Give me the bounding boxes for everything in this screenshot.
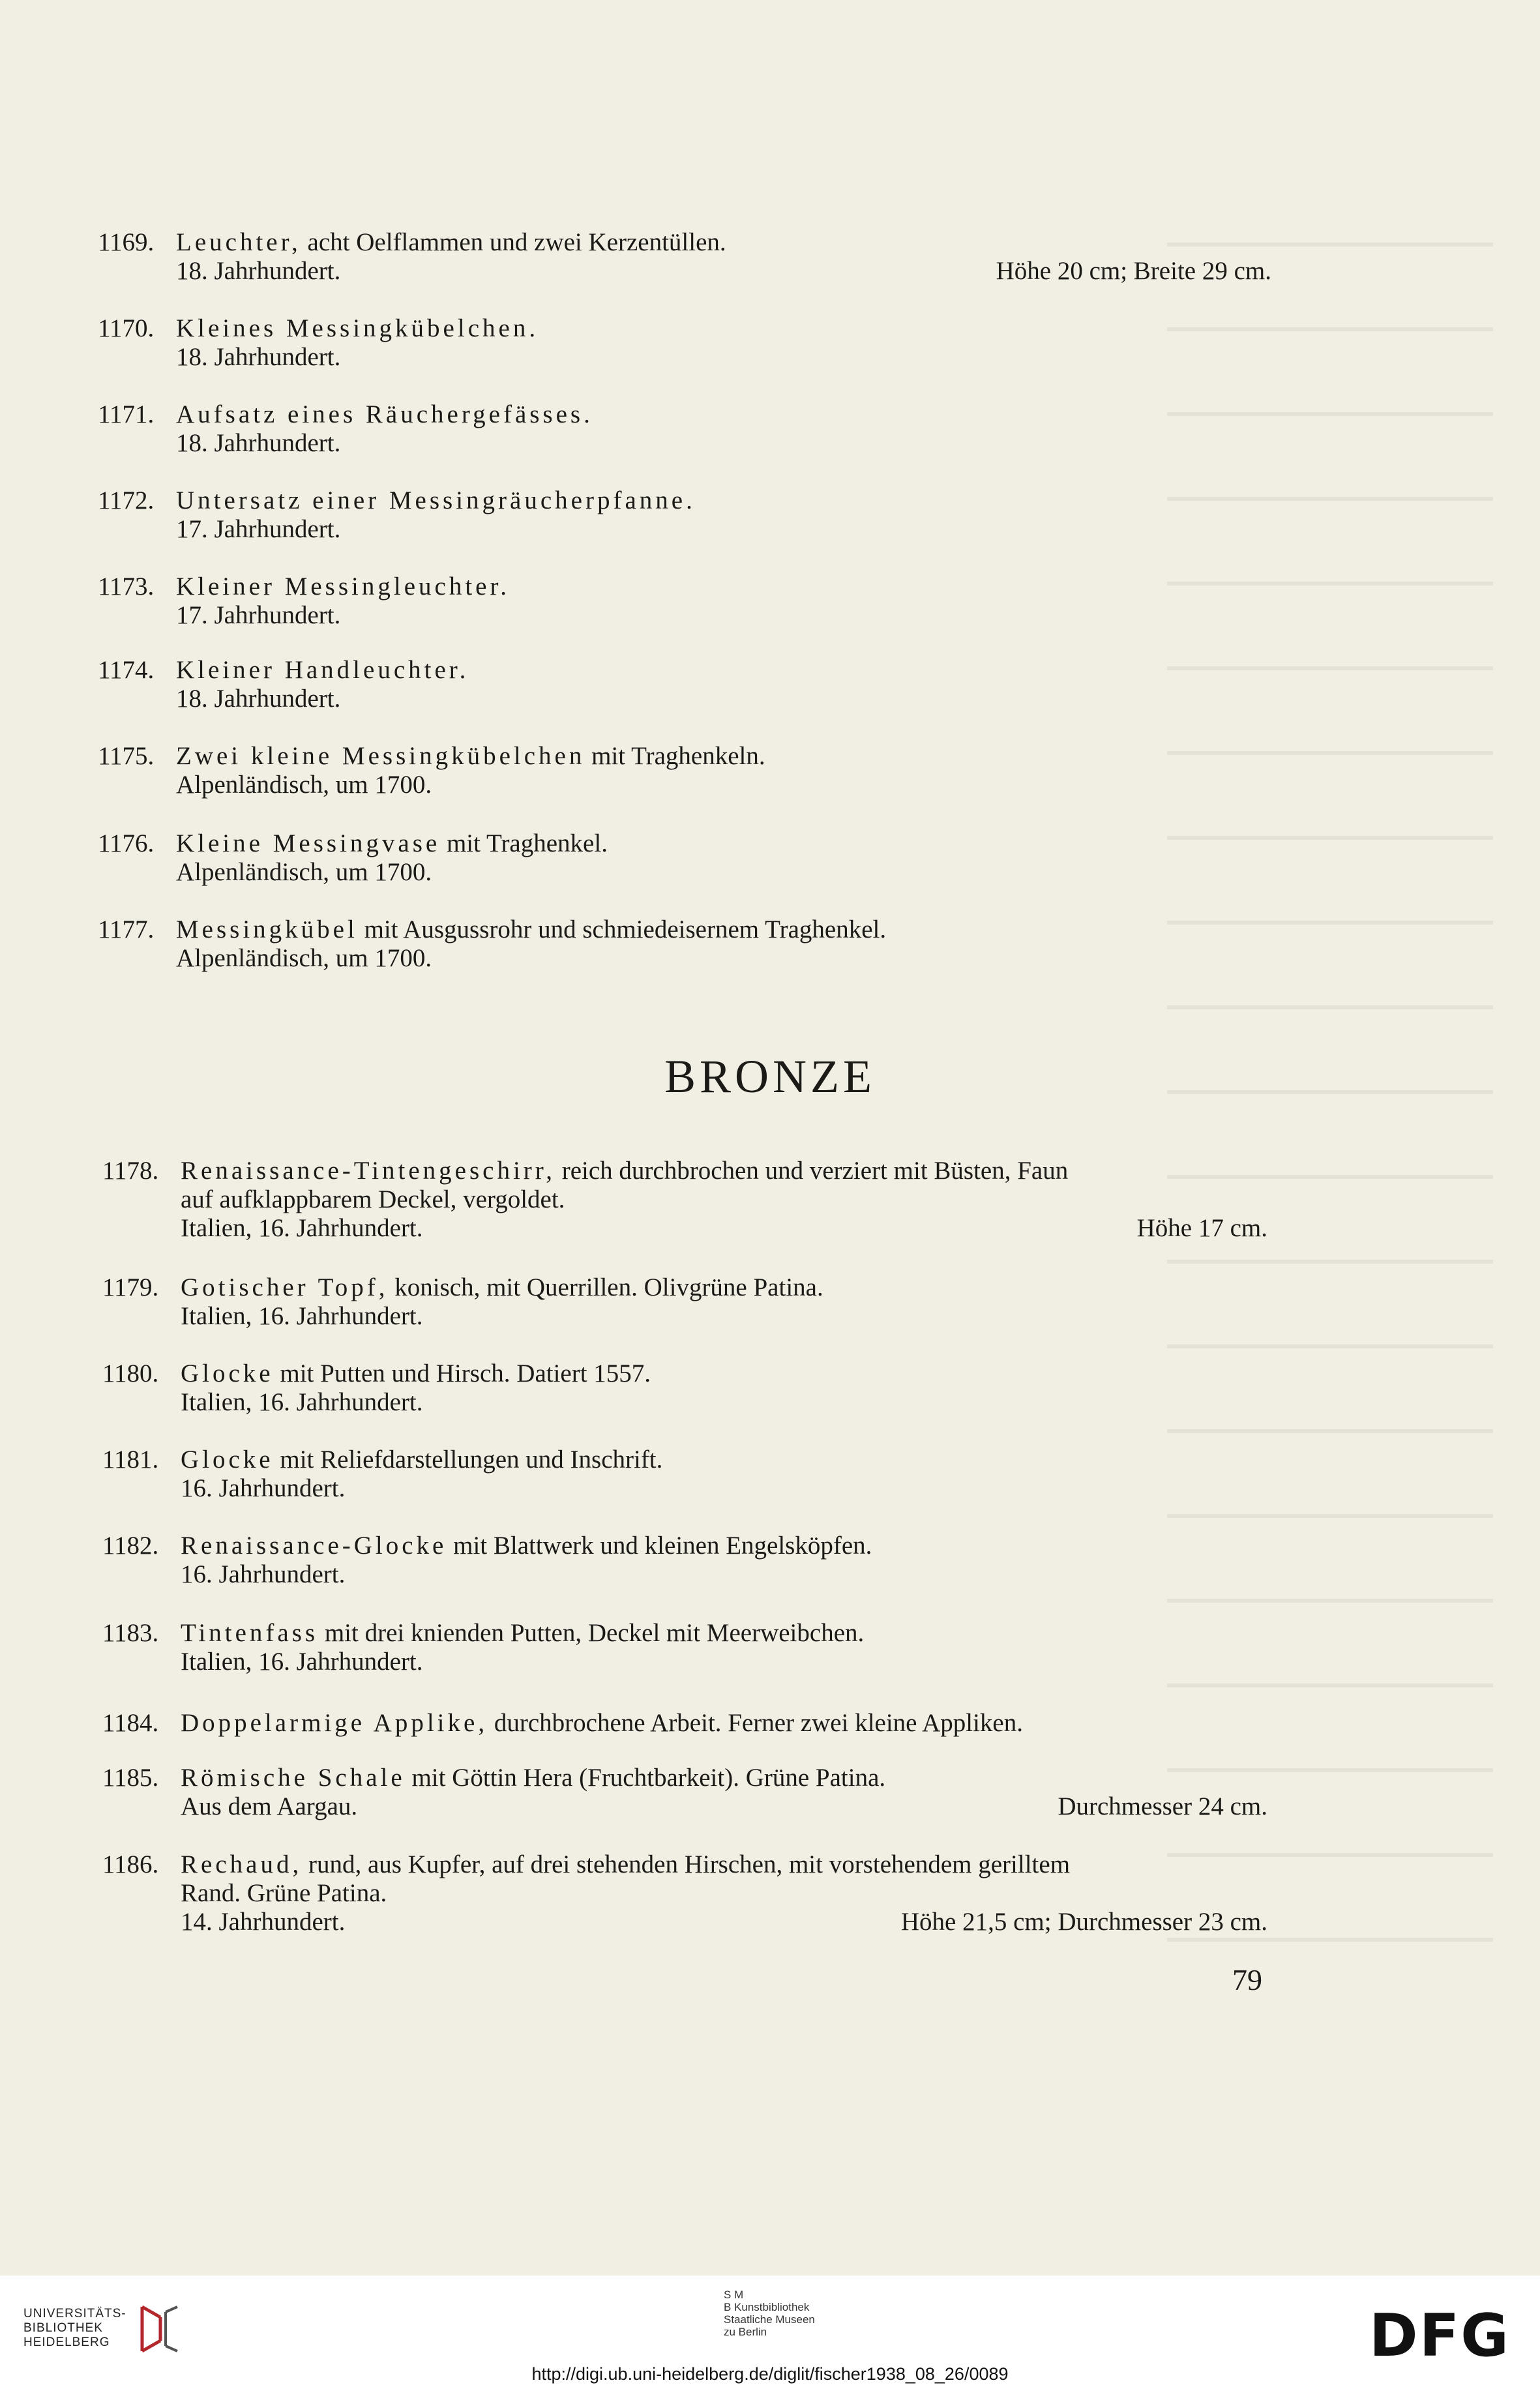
entry-number: 1171. bbox=[98, 400, 155, 428]
entry-origin: 18. Jahrhundert. bbox=[176, 343, 341, 371]
entry-title: Kleine Messingvase bbox=[176, 829, 441, 857]
entry-description: reich durchbrochen und verziert mit Büsten, Faun bbox=[555, 1157, 1069, 1185]
university-line-2: BIBLIOTHEK bbox=[23, 2321, 103, 2335]
entry-description: mit drei knienden Putten, Deckel mit Meerweibchen. bbox=[318, 1619, 865, 1647]
university-line-1: UNIVERSITÄTS- bbox=[23, 2307, 126, 2320]
entry-number: 1185. bbox=[102, 1764, 159, 1792]
entry-number: 1169. bbox=[98, 228, 155, 256]
entry-dimensions: Höhe 17 cm. bbox=[1136, 1214, 1267, 1242]
entry-description-cont: auf aufklappbarem Deckel, vergoldet. bbox=[181, 1185, 565, 1213]
entry-number: 1178. bbox=[102, 1157, 159, 1185]
museum-line-2: B Kunstbibliothek bbox=[724, 2301, 810, 2313]
entry-description: mit Blattwerk und kleinen Engelsköpfen. bbox=[447, 1532, 872, 1560]
dfg-logo: DFG bbox=[1369, 2302, 1511, 2370]
entry-title: Kleines Messingkübelchen. bbox=[176, 314, 539, 342]
entry-origin: Alpenländisch, um 1700. bbox=[176, 771, 432, 799]
entry-title: Gotischer Topf, bbox=[181, 1273, 389, 1301]
entry-origin: 14. Jahrhundert. bbox=[181, 1908, 346, 1936]
entry-origin: 16. Jahrhundert. bbox=[181, 1474, 346, 1502]
entry-title: Leuchter, bbox=[176, 228, 301, 256]
entry-number: 1182. bbox=[102, 1532, 159, 1560]
entry-title: Untersatz einer Messingräucherpfanne. bbox=[176, 486, 696, 514]
entry-number: 1179. bbox=[102, 1273, 159, 1301]
entry-description: mit Ausgussrohr und schmiedeisernem Traghenkel. bbox=[357, 915, 887, 943]
entry-title: Renaissance-Tintengeschirr, bbox=[181, 1157, 555, 1185]
entry-number: 1175. bbox=[98, 742, 155, 770]
entry-number: 1174. bbox=[98, 656, 155, 684]
entry-number: 1180. bbox=[102, 1359, 159, 1387]
entry-origin: 17. Jahrhundert. bbox=[176, 601, 341, 629]
entry-origin: 17. Jahrhundert. bbox=[176, 515, 341, 543]
entry-number: 1183. bbox=[102, 1619, 159, 1647]
entry-description: acht Oelflammen und zwei Kerzentüllen. bbox=[301, 228, 726, 256]
entry-dimensions: Höhe 20 cm; Breite 29 cm. bbox=[996, 257, 1271, 285]
entry-number: 1176. bbox=[98, 829, 155, 857]
university-library-label bbox=[23, 2307, 126, 2350]
entry-title: Glocke bbox=[181, 1446, 274, 1474]
entry-number: 1181. bbox=[102, 1446, 159, 1474]
entry-description: rund, aus Kupfer, auf drei stehenden Hirschen, mit vorstehendem gerilltem bbox=[302, 1850, 1071, 1878]
entry-title: Römische Schale bbox=[181, 1764, 406, 1792]
entry-description: konisch, mit Querrillen. Olivgrüne Patina. bbox=[388, 1273, 823, 1301]
entry-description: mit Putten und Hirsch. Datiert 1557. bbox=[273, 1359, 651, 1387]
entry-origin: Italien, 16. Jahrhundert. bbox=[181, 1388, 423, 1416]
museum-line-1: S M bbox=[724, 2289, 744, 2301]
entry-title: Kleiner Handleuchter. bbox=[176, 656, 469, 684]
entry-description: mit Traghenkeln. bbox=[585, 742, 765, 770]
entry-origin: Alpenländisch, um 1700. bbox=[176, 858, 432, 886]
university-line-3: HEIDELBERG bbox=[23, 2335, 110, 2349]
entry-origin: 18. Jahrhundert. bbox=[176, 685, 341, 713]
entry-title: Renaissance-Glocke bbox=[181, 1532, 447, 1560]
entry-number: 1186. bbox=[102, 1850, 159, 1878]
entry-title: Aufsatz eines Räuchergefässes. bbox=[176, 400, 593, 428]
entry-origin: Alpenländisch, um 1700. bbox=[176, 944, 432, 972]
entry-title: Kleiner Messingleuchter. bbox=[176, 572, 511, 600]
section-title: BRONZE bbox=[664, 1050, 876, 1103]
footer-bar bbox=[0, 2276, 1540, 2387]
entry-number: 1173. bbox=[98, 572, 155, 600]
entry-origin: Aus dem Aargau. bbox=[181, 1792, 358, 1820]
entry-title: Glocke bbox=[181, 1359, 274, 1387]
entry-title: Tintenfass bbox=[181, 1619, 319, 1647]
entry-origin: 16. Jahrhundert. bbox=[181, 1560, 346, 1588]
entry-dimensions: Durchmesser 24 cm. bbox=[1058, 1792, 1267, 1820]
entry-description: mit Göttin Hera (Fruchtbarkeit). Grüne Patina. bbox=[405, 1764, 886, 1792]
museum-library-label bbox=[724, 2289, 815, 2338]
entry-description-cont: Rand. Grüne Patina. bbox=[181, 1879, 387, 1907]
entry-description: mit Traghenkel. bbox=[440, 829, 608, 857]
entry-description: mit Reliefdarstellungen und Inschrift. bbox=[273, 1446, 663, 1474]
entry-description: durchbrochene Arbeit. Ferner zwei kleine Appliken. bbox=[488, 1709, 1023, 1737]
entry-origin: 18. Jahrhundert. bbox=[176, 429, 341, 457]
permalink-url[interactable]: http://digi.ub.uni-heidelberg.de/diglit/fischer1938_08_26/0089 bbox=[531, 2364, 1009, 2384]
entry-title: Rechaud, bbox=[181, 1850, 303, 1878]
entry-title: Doppelarmige Applike, bbox=[181, 1709, 488, 1737]
entry-number: 1172. bbox=[98, 486, 155, 514]
museum-line-4: zu Berlin bbox=[724, 2326, 767, 2338]
university-logo-icon bbox=[137, 2303, 183, 2355]
page-number: 79 bbox=[1232, 1963, 1262, 1996]
entry-number: 1184. bbox=[102, 1709, 159, 1737]
entry-number: 1170. bbox=[98, 314, 155, 342]
entry-number: 1177. bbox=[98, 915, 155, 943]
entry-origin: Italien, 16. Jahrhundert. bbox=[181, 1302, 423, 1330]
museum-line-3: Staatliche Museen bbox=[724, 2313, 815, 2326]
entry-dimensions: Höhe 21,5 cm; Durchmesser 23 cm. bbox=[900, 1908, 1267, 1936]
entry-title: Messingkübel bbox=[176, 915, 358, 943]
entry-title: Zwei kleine Messingkübelchen bbox=[176, 742, 585, 770]
entry-origin: Italien, 16. Jahrhundert. bbox=[181, 1214, 423, 1242]
entry-origin: Italien, 16. Jahrhundert. bbox=[181, 1648, 423, 1676]
entry-origin: 18. Jahrhundert. bbox=[176, 257, 341, 285]
